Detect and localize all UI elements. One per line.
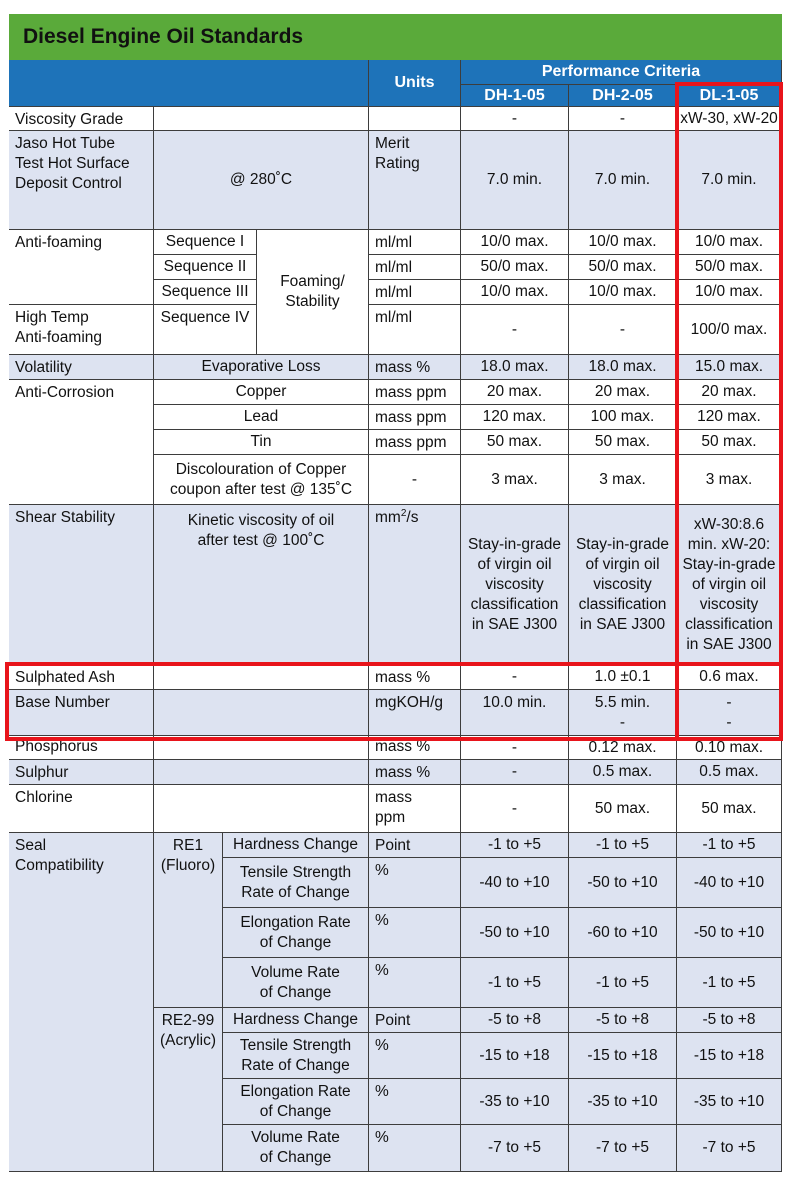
cell-seq1-units: ml/ml bbox=[369, 230, 461, 255]
cell-re2-hardness-dl1: -5 to +8 bbox=[677, 1008, 782, 1033]
cell-re1-volume: Volume Rate of Change bbox=[223, 958, 369, 1008]
cell-seq2-units: ml/ml bbox=[369, 255, 461, 280]
cell-lead-dh1: 120 max. bbox=[461, 405, 569, 430]
row-label-base-number: Base Number bbox=[9, 690, 154, 736]
units-superscript: 2 bbox=[400, 507, 407, 519]
cell-seq4-dl1: 100/0 max. bbox=[677, 305, 782, 355]
header-blank bbox=[9, 60, 369, 107]
cell-re2-hardness: Hardness Change bbox=[223, 1008, 369, 1033]
cell-re2-elongation-dh1: -35 to +10 bbox=[461, 1079, 569, 1125]
cell-copper-dh1: 20 max. bbox=[461, 380, 569, 405]
cell-re2-volume-units: % bbox=[369, 1125, 461, 1172]
cell-seq1-dh2: 10/0 max. bbox=[569, 230, 677, 255]
cell-seq2-dh2: 50/0 max. bbox=[569, 255, 677, 280]
cell-jaso-dh2: 7.0 min. bbox=[569, 131, 677, 230]
cell-blank bbox=[154, 107, 369, 131]
cell-shear-dh1: Stay-in-grade of virgin oil viscosity classification in SAE J300 bbox=[461, 505, 569, 665]
units-tail: /s bbox=[406, 509, 419, 526]
cell-re2-elongation-units: % bbox=[369, 1079, 461, 1125]
cell-re2-hardness-dh1: -5 to +8 bbox=[461, 1008, 569, 1033]
row-label-shear-stability: Shear Stability bbox=[9, 505, 154, 665]
cell-re1-tensile: Tensile Strength Rate of Change bbox=[223, 858, 369, 908]
cell-blank bbox=[154, 785, 369, 833]
cell-sequence-3: Sequence III bbox=[154, 280, 257, 305]
cell-blank bbox=[154, 665, 369, 690]
cell-jaso-dh1: 7.0 min. bbox=[461, 131, 569, 230]
cell-sequence-1: Sequence I bbox=[154, 230, 257, 255]
cell-re2-elongation: Elongation Rate of Change bbox=[223, 1079, 369, 1125]
row-label-anti-corrosion: Anti-Corrosion bbox=[9, 380, 154, 505]
cell-volatility-dh2: 18.0 max. bbox=[569, 355, 677, 380]
standards-table bbox=[9, 60, 782, 1172]
cell-discolouration-dl1: 3 max. bbox=[677, 455, 782, 505]
cell-re1-elongation-units: % bbox=[369, 908, 461, 958]
cell-phosphorus-dl1: 0.10 max. bbox=[677, 736, 782, 760]
cell-viscosity-dl1: xW-30, xW-20 bbox=[677, 107, 782, 131]
cell-volatility-units: mass % bbox=[369, 355, 461, 380]
cell-re1-hardness-dh2: -1 to +5 bbox=[569, 833, 677, 858]
row-label-viscosity-grade: Viscosity Grade bbox=[9, 107, 154, 131]
cell-phosphorus-dh1: - bbox=[461, 736, 569, 760]
cell-re2-elongation-dl1: -35 to +10 bbox=[677, 1079, 782, 1125]
cell-re2-tensile-dh2: -15 to +18 bbox=[569, 1033, 677, 1079]
cell-re1-elongation: Elongation Rate of Change bbox=[223, 908, 369, 958]
cell-base-number-units: mgKOH/g bbox=[369, 690, 461, 736]
cell-blank bbox=[154, 736, 369, 760]
cell-re2-elongation-dh2: -35 to +10 bbox=[569, 1079, 677, 1125]
cell-seq1-dh1: 10/0 max. bbox=[461, 230, 569, 255]
cell-seq3-units: ml/ml bbox=[369, 280, 461, 305]
cell-re1-volume-dl1: -1 to +5 bbox=[677, 958, 782, 1008]
cell-sequence-2: Sequence II bbox=[154, 255, 257, 280]
cell-re2-volume-dh1: -7 to +5 bbox=[461, 1125, 569, 1172]
cell-re2-tensile-units: % bbox=[369, 1033, 461, 1079]
cell-base-number-dl1: - - bbox=[677, 690, 782, 736]
cell-base-number-dh1: 10.0 min. bbox=[461, 690, 569, 736]
cell-discolouration-dh1: 3 max. bbox=[461, 455, 569, 505]
row-label-phosphorus: Phosphorus bbox=[9, 736, 154, 760]
cell-re2-acrylic: RE2-99 (Acrylic) bbox=[154, 1008, 223, 1172]
cell-sulphated-ash-units: mass % bbox=[369, 665, 461, 690]
cell-chlorine-units: mass ppm bbox=[369, 785, 461, 833]
cell-re1-volume-units: % bbox=[369, 958, 461, 1008]
cell-shear-units bbox=[369, 505, 461, 665]
cell-seq4-dh1: - bbox=[461, 305, 569, 355]
cell-viscosity-dh2: - bbox=[569, 107, 677, 131]
cell-seq3-dh1: 10/0 max. bbox=[461, 280, 569, 305]
row-label-volatility: Volatility bbox=[9, 355, 154, 380]
cell-re2-volume-dl1: -7 to +5 bbox=[677, 1125, 782, 1172]
cell-re1-tensile-dl1: -40 to +10 bbox=[677, 858, 782, 908]
cell-volatility-dl1: 15.0 max. bbox=[677, 355, 782, 380]
cell-lead-dl1: 120 max. bbox=[677, 405, 782, 430]
cell-seq4-dh2: - bbox=[569, 305, 677, 355]
cell-sulphated-ash-dh1: - bbox=[461, 665, 569, 690]
cell-shear-dl1: xW-30:8.6 min. xW-20: Stay-in-grade of virgin oil viscosity classification in SAE J300 bbox=[677, 505, 782, 665]
cell-tin-dl1: 50 max. bbox=[677, 430, 782, 455]
cell-lead: Lead bbox=[154, 405, 369, 430]
cell-re1-hardness: Hardness Change bbox=[223, 833, 369, 858]
cell-re1-hardness-dl1: -1 to +5 bbox=[677, 833, 782, 858]
cell-re2-tensile-dh1: -15 to +18 bbox=[461, 1033, 569, 1079]
header-dl-1-05: DL-1-05 bbox=[677, 85, 782, 107]
cell-sulphur-dl1: 0.5 max. bbox=[677, 760, 782, 785]
row-label-sulphur: Sulphur bbox=[9, 760, 154, 785]
cell-phosphorus-units: mass % bbox=[369, 736, 461, 760]
cell-sulphur-units: mass % bbox=[369, 760, 461, 785]
cell-seq2-dl1: 50/0 max. bbox=[677, 255, 782, 280]
cell-foaming-stability: Foaming/ Stability bbox=[257, 230, 369, 355]
cell-discolouration-units: - bbox=[369, 455, 461, 505]
cell-jaso-condition: @ 280˚C bbox=[154, 131, 369, 230]
cell-chlorine-dh1: - bbox=[461, 785, 569, 833]
units-base: mm bbox=[375, 509, 401, 526]
cell-sulphated-ash-dl1: 0.6 max. bbox=[677, 665, 782, 690]
cell-base-number-dh2: 5.5 min. - bbox=[569, 690, 677, 736]
row-label-sulphated-ash: Sulphated Ash bbox=[9, 665, 154, 690]
cell-re2-tensile: Tensile Strength Rate of Change bbox=[223, 1033, 369, 1079]
cell-sulphated-ash-dh2: 1.0 ±0.1 bbox=[569, 665, 677, 690]
cell-seq3-dl1: 10/0 max. bbox=[677, 280, 782, 305]
cell-seq1-dl1: 10/0 max. bbox=[677, 230, 782, 255]
cell-re2-hardness-dh2: -5 to +8 bbox=[569, 1008, 677, 1033]
cell-sequence-4: Sequence IV bbox=[154, 305, 257, 355]
cell-re1-tensile-dh2: -50 to +10 bbox=[569, 858, 677, 908]
cell-re2-volume-dh2: -7 to +5 bbox=[569, 1125, 677, 1172]
cell-seq4-units: ml/ml bbox=[369, 305, 461, 355]
cell-copper-dl1: 20 max. bbox=[677, 380, 782, 405]
cell-copper-units: mass ppm bbox=[369, 380, 461, 405]
cell-re1-elongation-dh1: -50 to +10 bbox=[461, 908, 569, 958]
row-label-seal-compatibility: Seal Compatibility bbox=[9, 833, 154, 1172]
cell-tin: Tin bbox=[154, 430, 369, 455]
cell-re1-elongation-dl1: -50 to +10 bbox=[677, 908, 782, 958]
cell-re2-volume: Volume Rate of Change bbox=[223, 1125, 369, 1172]
cell-re1-volume-dh1: -1 to +5 bbox=[461, 958, 569, 1008]
header-units: Units bbox=[369, 60, 461, 107]
cell-re1-tensile-dh1: -40 to +10 bbox=[461, 858, 569, 908]
header-performance-criteria: Performance Criteria bbox=[461, 60, 782, 85]
cell-viscosity-dh1: - bbox=[461, 107, 569, 131]
cell-re1-hardness-units: Point bbox=[369, 833, 461, 858]
cell-jaso-units: Merit Rating bbox=[369, 131, 461, 230]
cell-re2-hardness-units: Point bbox=[369, 1008, 461, 1033]
cell-re1-elongation-dh2: -60 to +10 bbox=[569, 908, 677, 958]
header-dh-2-05: DH-2-05 bbox=[569, 85, 677, 107]
header-dh-1-05: DH-1-05 bbox=[461, 85, 569, 107]
row-label-anti-foaming: Anti-foaming bbox=[9, 230, 154, 305]
page-title: Diesel Engine Oil Standards bbox=[9, 14, 782, 60]
cell-jaso-dl1: 7.0 min. bbox=[677, 131, 782, 230]
cell-re1-hardness-dh1: -1 to +5 bbox=[461, 833, 569, 858]
cell-tin-dh1: 50 max. bbox=[461, 430, 569, 455]
cell-sulphur-dh2: 0.5 max. bbox=[569, 760, 677, 785]
cell-chlorine-dh2: 50 max. bbox=[569, 785, 677, 833]
cell-lead-units: mass ppm bbox=[369, 405, 461, 430]
cell-copper-dh2: 20 max. bbox=[569, 380, 677, 405]
cell-shear-condition: Kinetic viscosity of oil after test @ 100˚C bbox=[154, 505, 369, 665]
cell-phosphorus-dh2: 0.12 max. bbox=[569, 736, 677, 760]
cell-re2-tensile-dl1: -15 to +18 bbox=[677, 1033, 782, 1079]
cell-sulphur-dh1: - bbox=[461, 760, 569, 785]
cell-discolouration-dh2: 3 max. bbox=[569, 455, 677, 505]
cell-re1-volume-dh2: -1 to +5 bbox=[569, 958, 677, 1008]
cell-chlorine-dl1: 50 max. bbox=[677, 785, 782, 833]
cell-re1-fluoro: RE1 (Fluoro) bbox=[154, 833, 223, 1008]
cell-volatility-condition: Evaporative Loss bbox=[154, 355, 369, 380]
cell-volatility-dh1: 18.0 max. bbox=[461, 355, 569, 380]
cell-blank bbox=[154, 760, 369, 785]
row-label-chlorine: Chlorine bbox=[9, 785, 154, 833]
cell-shear-dh2: Stay-in-grade of virgin oil viscosity classification in SAE J300 bbox=[569, 505, 677, 665]
cell-seq2-dh1: 50/0 max. bbox=[461, 255, 569, 280]
cell-seq3-dh2: 10/0 max. bbox=[569, 280, 677, 305]
cell-lead-dh2: 100 max. bbox=[569, 405, 677, 430]
row-label-high-temp-anti-foaming: High Temp Anti-foaming bbox=[9, 305, 154, 355]
cell-copper: Copper bbox=[154, 380, 369, 405]
cell-discolouration: Discolouration of Copper coupon after test @ 135˚C bbox=[154, 455, 369, 505]
cell-blank bbox=[154, 690, 369, 736]
row-label-jaso-hot-tube: Jaso Hot Tube Test Hot Surface Deposit Control bbox=[9, 131, 154, 230]
cell-re1-tensile-units: % bbox=[369, 858, 461, 908]
cell-tin-dh2: 50 max. bbox=[569, 430, 677, 455]
cell-blank bbox=[369, 107, 461, 131]
cell-tin-units: mass ppm bbox=[369, 430, 461, 455]
